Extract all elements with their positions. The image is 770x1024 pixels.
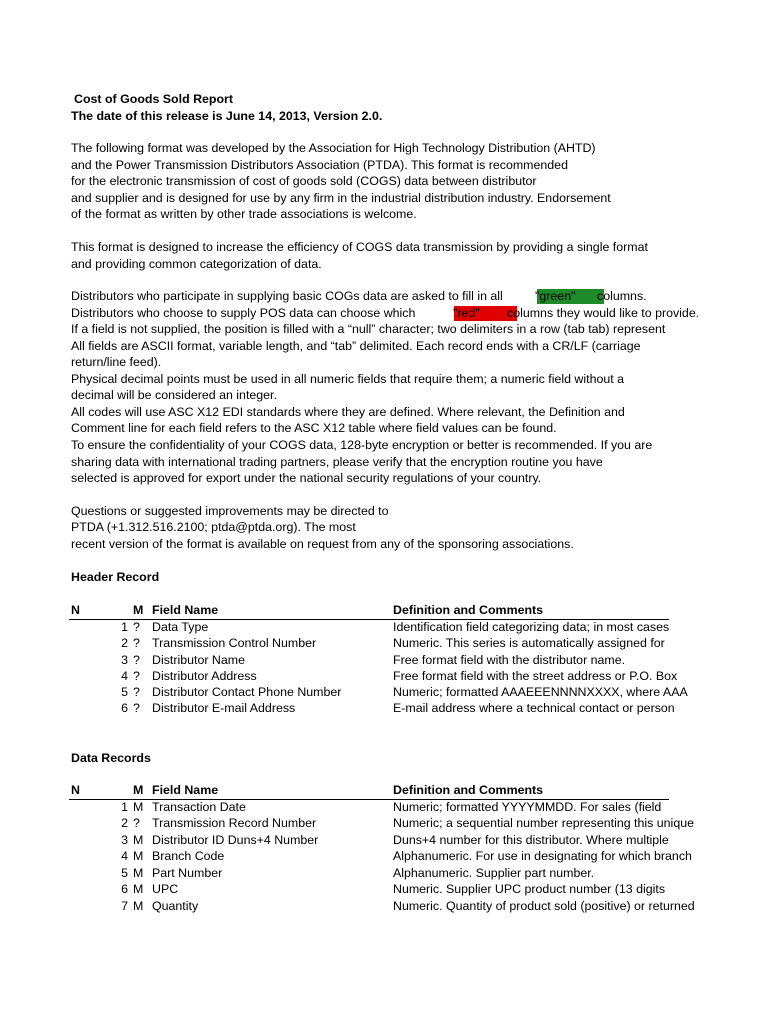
intro-line-1: The following format was developed by the Association for High Technology Distribution (AHTD): [71, 141, 596, 155]
row-number: 4: [121, 849, 128, 863]
rule-line-10: selected is approved for export under the national security regulations of your country.: [71, 471, 542, 485]
row-field-name: Branch Code: [152, 849, 225, 863]
row-definition: Numeric. Quantity of product sold (positive) or returned: [393, 899, 695, 913]
table-row: [69, 668, 678, 684]
table-row: [69, 799, 669, 815]
row-mandatory: M: [133, 833, 144, 847]
header-record-title: Header Record: [71, 570, 160, 584]
rule-line-3: return/line feed).: [71, 355, 162, 369]
red-highlight-text: "red": [453, 306, 480, 320]
rule-line-1: If a field is not supplied, the position is filled with a “null” character; two delimiters in a row (tab tab) represent: [71, 322, 666, 336]
rule-line-6: All codes will use ASC X12 EDI standards where they are defined. Where relevant, the Definition and: [71, 405, 625, 419]
table-row: [69, 832, 669, 848]
header-record-column-headers: [69, 602, 669, 620]
row-mandatory: M: [133, 899, 144, 913]
row-mandatory: ?: [133, 636, 140, 650]
row-number: 5: [121, 685, 128, 699]
row-definition: Free format field with the street address or P.O. Box: [393, 669, 678, 683]
row-number: 3: [121, 833, 128, 847]
row-field-name: Distributor Name: [152, 653, 245, 667]
row-mandatory: M: [133, 866, 144, 880]
row-number: 2: [121, 636, 128, 650]
data-records-column-headers: [69, 782, 669, 800]
row-field-name: UPC: [152, 882, 179, 896]
table-row: [69, 635, 669, 651]
column-definition-header: Definition and Comments: [393, 783, 544, 797]
row-mandatory: ?: [133, 620, 140, 634]
row-mandatory: M: [133, 882, 144, 896]
column-m-header: M: [133, 603, 144, 617]
row-mandatory: ?: [133, 701, 140, 715]
column-n-header: N: [71, 603, 80, 617]
row-number: 2: [121, 816, 128, 830]
row-field-name: Quantity: [152, 899, 199, 913]
row-definition: Free format field with the distributor name.: [393, 653, 626, 667]
row-definition: Numeric. Supplier UPC product number (13 digits: [393, 882, 666, 896]
rule-line-7: Comment line for each field refers to the ASC X12 table where field values can be found.: [71, 421, 557, 435]
efficiency-line-1: This format is designed to increase the efficiency of COGS data transmission by providing a single format: [71, 240, 648, 254]
rule-line-4: Physical decimal points must be used in all numeric fields that require them; a numeric field without a: [71, 372, 625, 386]
rule-line-8: To ensure the confidentiality of your COGS data, 128-byte encryption or better is recommended. If you are: [71, 438, 653, 452]
intro-line-4: and supplier and is designed for use by any firm in the industrial distribution industry. Endorsement: [71, 191, 611, 205]
intro-line-5: of the format as written by other trade associations is welcome.: [71, 207, 417, 221]
row-mandatory: M: [133, 800, 144, 814]
intro-line-3: for the electronic transmission of cost of goods sold (COGS) data between distributor: [71, 174, 537, 188]
table-row: [69, 848, 692, 864]
table-row: [69, 700, 675, 716]
row-definition: Numeric. This series is automatically assigned for: [393, 636, 665, 650]
green-columns-line: Distributors who participate in supplying basic COGs data are asked to fill in all: [71, 289, 503, 303]
row-field-name: Transmission Record Number: [152, 816, 317, 830]
rule-line-2: All fields are ASCII format, variable length, and “tab” delimited. Each record ends with a CR/LF (carriage: [71, 339, 641, 353]
row-number: 4: [121, 669, 128, 683]
row-field-name: Data Type: [152, 620, 209, 634]
table-row: [69, 652, 669, 668]
column-field-name-header: Field Name: [152, 603, 219, 617]
row-mandatory: M: [133, 849, 144, 863]
row-field-name: Distributor E-mail Address: [152, 701, 296, 715]
table-row: [69, 684, 688, 700]
row-number: 1: [121, 620, 128, 634]
questions-line-3: recent version of the format is available on request from any of the sponsoring associations.: [71, 537, 574, 551]
table-row: [69, 898, 695, 914]
row-field-name: Part Number: [152, 866, 223, 880]
intro-line-2: and the Power Transmission Distributors Association (PTDA). This format is recommended: [71, 158, 568, 172]
data-records-title: Data Records: [71, 751, 151, 765]
row-field-name: Distributor Contact Phone Number: [152, 685, 342, 699]
column-definition-header: Definition and Comments: [393, 603, 544, 617]
row-definition: Alphanumeric. Supplier part number.: [393, 866, 595, 880]
questions-line-2: PTDA (+1.312.516.2100; ptda@ptda.org). The most: [71, 520, 356, 534]
row-number: 6: [121, 882, 128, 896]
release-date-line: The date of this release is June 14, 2013, Version 2.0.: [71, 109, 383, 123]
row-number: 6: [121, 701, 128, 715]
row-field-name: Distributor Address: [152, 669, 257, 683]
row-definition: Duns+4 number for this distributor. Where multiple: [393, 833, 669, 847]
row-number: 3: [121, 653, 128, 667]
row-mandatory: ?: [133, 669, 140, 683]
row-field-name: Distributor ID Duns+4 Number: [152, 833, 319, 847]
row-definition: Numeric; formatted YYYYMMDD. For sales (field: [393, 800, 662, 814]
green-highlight-text: "green": [535, 289, 576, 303]
column-m-header: M: [133, 783, 144, 797]
green-columns-suffix: columns.: [597, 289, 647, 303]
row-definition: E-mail address where a technical contact or person: [393, 701, 675, 715]
table-row: [69, 815, 694, 831]
column-field-name-header: Field Name: [152, 783, 219, 797]
column-n-header: N: [71, 783, 80, 797]
red-columns-suffix: columns they would like to provide.: [507, 306, 700, 320]
table-row: [69, 619, 669, 635]
questions-line-1: Questions or suggested improvements may be directed to: [71, 504, 389, 518]
table-row: [69, 865, 669, 881]
efficiency-line-2: and providing common categorization of data.: [71, 257, 322, 271]
report-title: Cost of Goods Sold Report: [74, 92, 234, 106]
row-number: 1: [121, 800, 128, 814]
row-definition: Numeric; a sequential number representing this unique: [393, 816, 694, 830]
row-definition: Alphanumeric. For use in designating for which branch: [393, 849, 692, 863]
row-definition: Identification field categorizing data; in most cases: [393, 620, 670, 634]
row-mandatory: ?: [133, 653, 140, 667]
row-field-name: Transmission Control Number: [152, 636, 317, 650]
row-field-name: Transaction Date: [152, 800, 246, 814]
row-mandatory: ?: [133, 685, 140, 699]
row-number: 7: [121, 899, 128, 913]
rule-line-9: sharing data with international trading partners, please verify that the encryption routine you have: [71, 455, 603, 469]
row-definition: Numeric; formatted AAAEEENNNNXXXX, where AAA: [393, 685, 688, 699]
row-mandatory: ?: [133, 816, 140, 830]
table-row: [69, 881, 669, 897]
row-number: 5: [121, 866, 128, 880]
red-columns-line: Distributors who choose to supply POS data can choose which: [71, 306, 416, 320]
rule-line-5: decimal will be considered an integer.: [71, 388, 277, 402]
